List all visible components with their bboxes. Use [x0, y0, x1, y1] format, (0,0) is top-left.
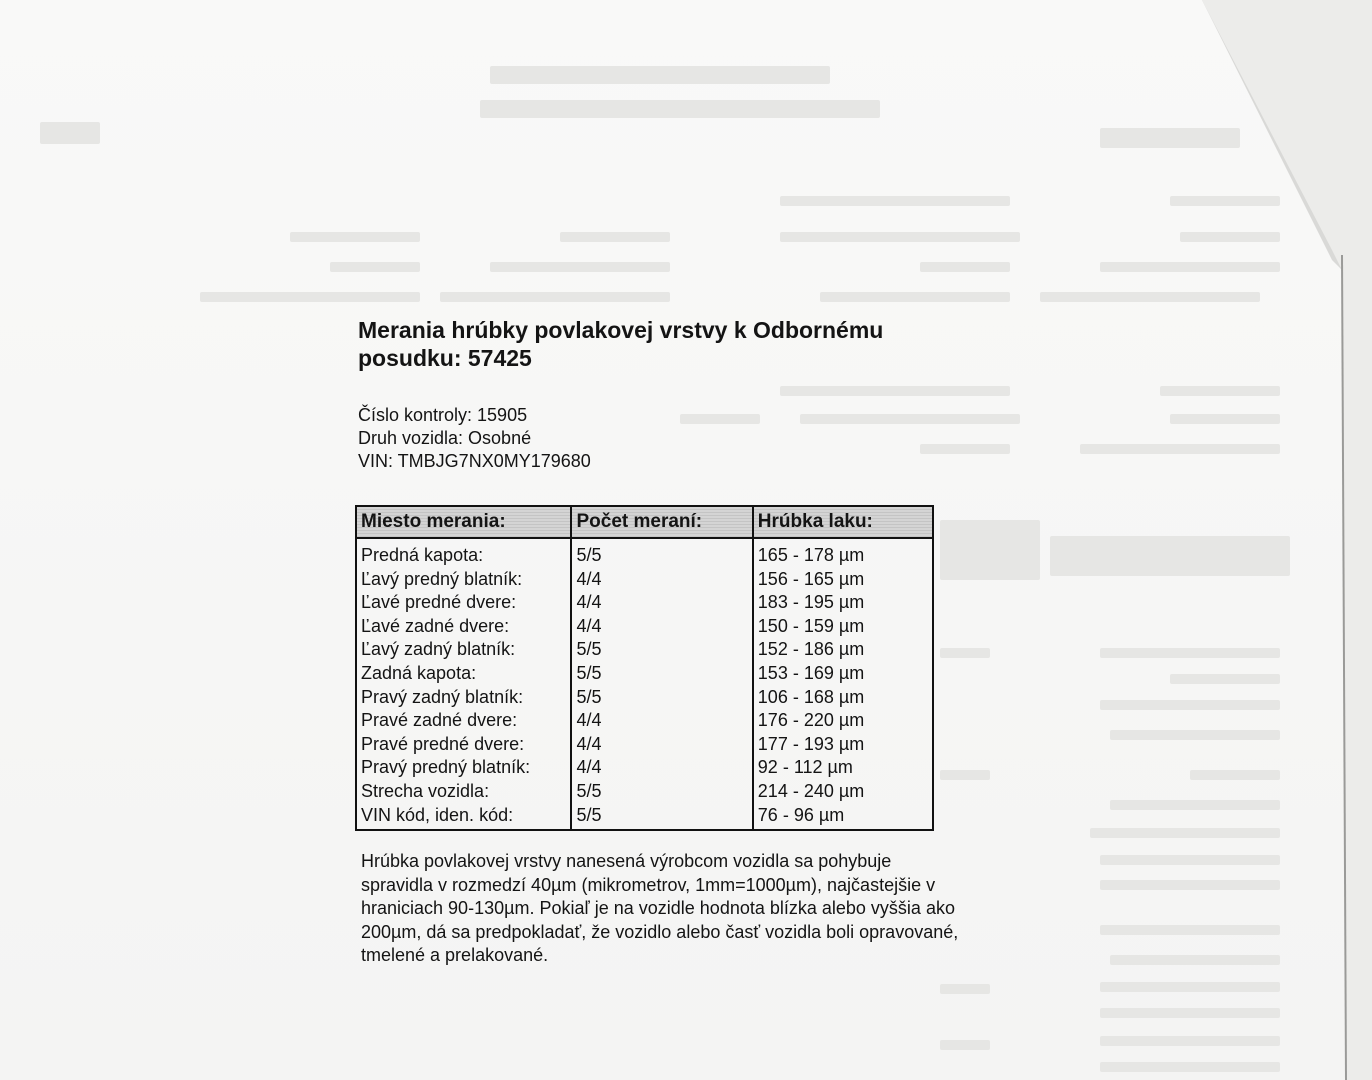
- table-row: [356, 591, 933, 615]
- header-count: Počet meraní:: [571, 506, 752, 538]
- table-row: [356, 638, 933, 662]
- cell-place: VIN kód, iden. kód:: [361, 804, 514, 825]
- cell-thickness: 153 - 169 µm: [753, 662, 933, 686]
- cell-place: Predná kapota:: [361, 545, 484, 565]
- cell-place: Pravý zadný blatník:: [361, 686, 524, 707]
- table-row: [356, 538, 933, 568]
- cell-place: Ľavý zadný blatník:: [361, 639, 516, 660]
- table-row: [356, 733, 933, 757]
- report-title: Merania hrúbky povlakovej vrstvy k Odbornému posudku: 57425: [358, 317, 884, 371]
- table-row: [356, 756, 933, 780]
- cell-thickness: 152 - 186 µm: [753, 638, 933, 662]
- cell-count: 5/5: [571, 686, 752, 710]
- cell-thickness: 92 - 112 µm: [753, 756, 933, 780]
- paint-thickness-table: [355, 505, 934, 831]
- table-row: [356, 615, 933, 639]
- cell-count: 5/5: [571, 638, 752, 662]
- vehicle-info: [358, 404, 591, 473]
- cell-count: 5/5: [571, 662, 752, 686]
- cell-place: Ľavé predné dvere:: [361, 592, 517, 613]
- table-row: [356, 686, 933, 710]
- control-number: Číslo kontroly: 15905: [358, 405, 528, 425]
- table-header-row: [356, 506, 933, 538]
- cell-thickness: 183 - 195 µm: [753, 591, 933, 615]
- cell-place: Pravý predný blatník:: [361, 757, 531, 778]
- cell-place: Zadná kapota:: [361, 662, 477, 683]
- cell-count: 4/4: [571, 733, 752, 757]
- cell-count: 5/5: [571, 538, 752, 568]
- cell-count: 4/4: [571, 709, 752, 733]
- cell-thickness: 176 - 220 µm: [753, 709, 933, 733]
- cell-thickness: 76 - 96 µm: [753, 804, 933, 831]
- table-row: [356, 780, 933, 804]
- header-place: Miesto merania:: [356, 506, 571, 538]
- cell-count: 4/4: [571, 615, 752, 639]
- cell-thickness: 214 - 240 µm: [753, 780, 933, 804]
- cell-thickness: 150 - 159 µm: [753, 615, 933, 639]
- cell-count: 4/4: [571, 568, 752, 592]
- cell-place: Ľavé zadné dvere:: [361, 615, 510, 636]
- cell-place: Ľavý predný blatník:: [361, 568, 523, 589]
- cell-thickness: 165 - 178 µm: [753, 538, 933, 568]
- cell-place: Pravé zadné dvere:: [361, 710, 518, 731]
- cell-place: Strecha vozidla:: [361, 780, 490, 801]
- cell-thickness: 106 - 168 µm: [753, 686, 933, 710]
- cell-count: 5/5: [571, 804, 752, 831]
- cell-count: 4/4: [571, 591, 752, 615]
- cell-count: 5/5: [571, 780, 752, 804]
- table-row: [356, 568, 933, 592]
- table-row: [356, 662, 933, 686]
- cell-thickness: 156 - 165 µm: [753, 568, 933, 592]
- explanatory-note: Hrúbka povlakovej vrstvy nanesená výrobcom vozidla sa pohybuje spravidla v rozmedzí 40µm (mikrometrov, 1mm=1000µm), najčastejšie v hraniciach 90-130µm. Pokiaľ je na vozidle hodnota blízka alebo vyššia ako 200µm, dá sa predpokladať, že vozidlo alebo časť vozidla boli opravované, tmelené a prelakované.: [361, 851, 959, 965]
- table-row: [356, 709, 933, 733]
- table-row: [356, 804, 933, 831]
- header-thickness: Hrúbka laku:: [753, 506, 933, 538]
- cell-place: Pravé predné dvere:: [361, 733, 525, 754]
- vehicle-type: Druh vozidla: Osobné: [358, 428, 532, 448]
- cell-count: 4/4: [571, 756, 752, 780]
- cell-thickness: 177 - 193 µm: [753, 733, 933, 757]
- vin-number: VIN: TMBJG7NX0MY179680: [358, 451, 591, 471]
